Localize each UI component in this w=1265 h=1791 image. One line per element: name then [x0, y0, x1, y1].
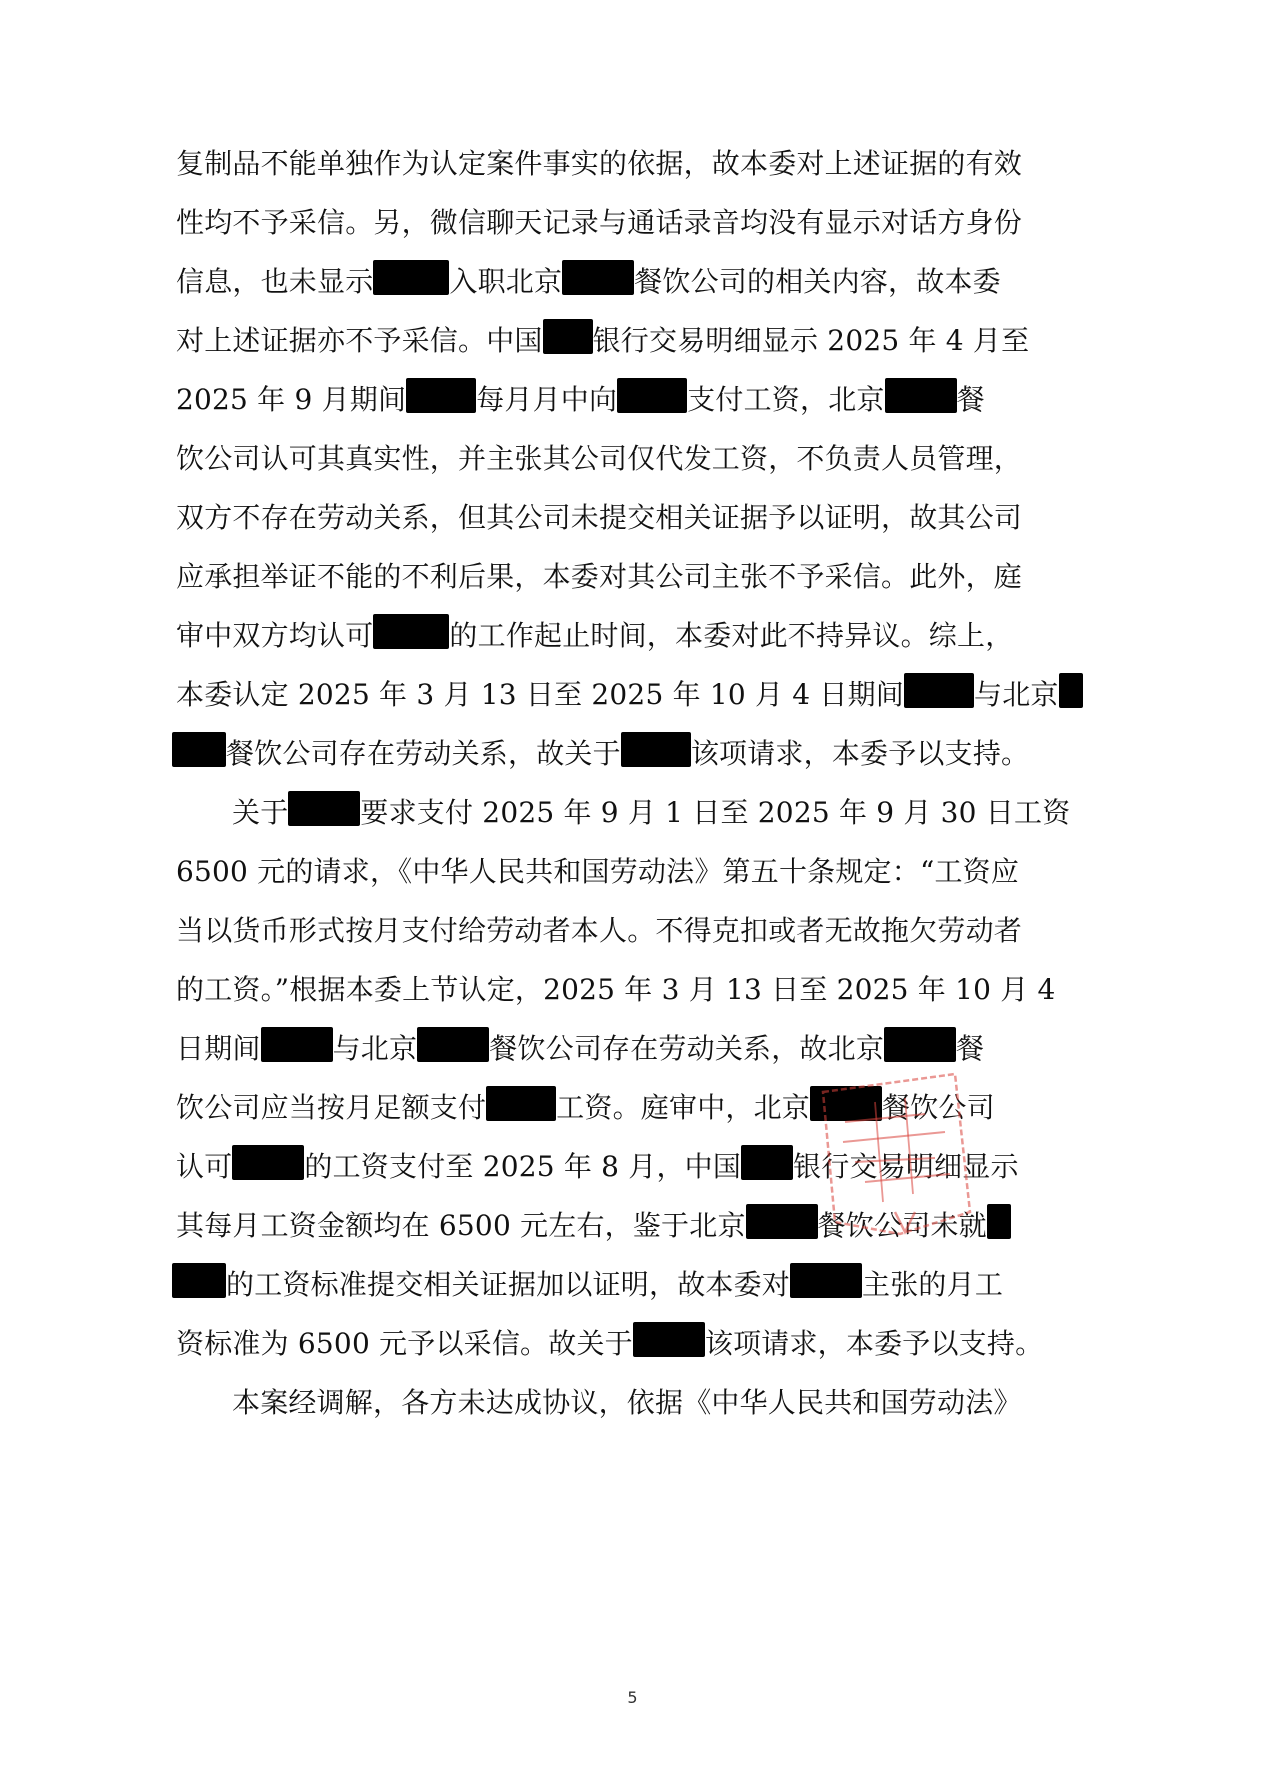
text-fragment: 应承担举证不能的不利后果，本委对其公司主张不予采信。此外，庭: [176, 560, 1023, 593]
text-fragment: 饮公司认可其真实性，并主张其公司仅代发工资，不负责人员管理，: [176, 442, 1023, 475]
text-fragment: 餐饮公司: [882, 1091, 995, 1124]
text-fragment: 资标准为 6500 元予以采信。故关于: [176, 1327, 633, 1360]
text-line: [176, 970, 1056, 1010]
text-fragment: 主张的月工: [862, 1268, 1004, 1301]
text-line: [176, 1029, 984, 1069]
text-fragment: 该项请求，本委予以支持。: [704, 1327, 1044, 1360]
text-line: [176, 616, 1013, 656]
redaction-block: [790, 1263, 862, 1298]
text-fragment: 该项请求，本委予以支持。: [690, 737, 1030, 770]
text-fragment: 其每月工资金额均在 6500 元左右，鉴于北京: [176, 1209, 746, 1242]
redaction-block: [1059, 673, 1083, 708]
text-line: [176, 557, 1022, 597]
redaction-block: [172, 1263, 226, 1298]
redaction-block: [741, 1145, 793, 1180]
text-fragment: 双方不存在劳动关系，但其公司未提交相关证据予以证明，故其公司: [176, 501, 1023, 534]
text-fragment: 银行交易明细显示 2025 年 4 月至: [592, 324, 1030, 357]
text-line: [172, 734, 1029, 774]
text-fragment: 本委认定 2025 年 3 月 13 日至 2025 年 10 月 4 日期间: [176, 678, 905, 711]
text-fragment: 复制品不能单独作为认定案件事实的依据，故本委对上述证据的有效: [176, 147, 1023, 180]
redaction-block: [486, 1086, 556, 1121]
text-fragment: 每月月中向: [476, 383, 618, 416]
text-fragment: 入职北京: [449, 265, 563, 298]
redaction-block: [885, 378, 957, 413]
text-fragment: 信息，也未显示: [176, 265, 374, 298]
text-line: [232, 1383, 1022, 1423]
text-fragment: 关于: [232, 796, 289, 829]
redaction-block: [562, 260, 634, 295]
text-fragment: 审中双方均认可: [176, 619, 374, 652]
text-line: [176, 852, 1019, 892]
text-fragment: 6500 元的请求，《中华人民共和国劳动法》第五十条规定：“工资应: [176, 855, 1020, 888]
text-line: [176, 1324, 1043, 1364]
text-fragment: 与北京: [974, 678, 1059, 711]
text-line: [176, 675, 1083, 715]
redaction-block: [172, 732, 226, 767]
text-line: [172, 1265, 1003, 1305]
text-line: [176, 439, 1022, 479]
text-line: [176, 911, 1022, 951]
text-line: [232, 793, 1070, 833]
text-fragment: 日期间: [176, 1032, 261, 1065]
text-fragment: 的工作起止时间，本委对此不持异议。综上，: [449, 619, 1014, 652]
text-fragment: 餐: [956, 1032, 985, 1065]
page-number: 5: [627, 1688, 638, 1707]
text-line: [176, 144, 1022, 184]
text-line: [176, 498, 1022, 538]
text-fragment: 的工资标准提交相关证据加以证明，故本委对: [226, 1268, 791, 1301]
text-line: [176, 1147, 1019, 1187]
text-fragment: 的工资支付至 2025 年 8 月，中国: [304, 1150, 742, 1183]
redaction-block: [288, 791, 360, 826]
text-fragment: 餐饮公司未就: [817, 1209, 987, 1242]
redaction-block: [261, 1027, 333, 1062]
text-fragment: 饮公司应当按月足额支付: [176, 1091, 487, 1124]
redaction-block: [373, 614, 449, 649]
text-fragment: 与北京: [332, 1032, 418, 1065]
text-fragment: 对上述证据亦不予采信。中国: [176, 324, 543, 357]
text-fragment: 餐饮公司存在劳动关系，故关于: [226, 737, 621, 770]
redaction-block: [373, 260, 449, 295]
redaction-block: [810, 1086, 882, 1121]
text-fragment: 餐饮公司的相关内容，故本委: [634, 265, 1001, 298]
redaction-block: [746, 1204, 818, 1239]
redaction-block: [417, 1027, 489, 1062]
text-line: [176, 1088, 995, 1128]
redaction-block: [617, 378, 687, 413]
text-line: [176, 262, 1001, 302]
text-fragment: 本案经调解，各方未达成协议，依据《中华人民共和国劳动法》: [232, 1386, 1022, 1419]
text-line: [176, 380, 985, 420]
text-fragment: 餐饮公司存在劳动关系，故北京: [489, 1032, 885, 1065]
text-fragment: 支付工资，北京: [687, 383, 885, 416]
text-line: [176, 1206, 1011, 1246]
redaction-block: [904, 673, 974, 708]
redaction-block: [621, 732, 691, 767]
text-fragment: 餐: [956, 383, 985, 416]
redaction-block: [406, 378, 476, 413]
redaction-block: [232, 1145, 304, 1180]
text-line: [176, 321, 1029, 361]
text-fragment: 工资。庭审中，北京: [556, 1091, 811, 1124]
text-fragment: 性均不予采信。另，微信聊天记录与通话录音均没有显示对话方身份: [176, 206, 1023, 239]
redaction-block: [633, 1322, 705, 1357]
redaction-block: [543, 319, 593, 354]
text-fragment: 银行交易明细显示: [793, 1150, 1019, 1183]
text-line: [176, 203, 1022, 243]
text-fragment: 当以货币形式按月支付给劳动者本人。不得克扣或者无故拖欠劳动者: [176, 914, 1023, 947]
text-fragment: 认可: [176, 1150, 233, 1183]
text-fragment: 要求支付 2025 年 9 月 1 日至 2025 年 9 月 30 日工资: [360, 796, 1071, 829]
text-fragment: 2025 年 9 月期间: [176, 383, 407, 416]
redaction-block: [884, 1027, 956, 1062]
text-fragment: 的工资。”根据本委上节认定，2025 年 3 月 13 日至 2025 年 10 月 4: [176, 973, 1056, 1006]
redaction-block: [987, 1204, 1011, 1239]
